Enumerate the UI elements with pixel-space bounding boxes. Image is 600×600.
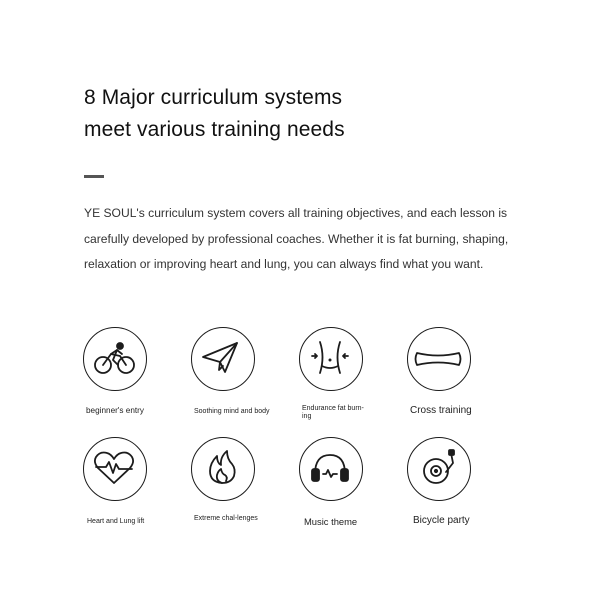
course-extreme-challenges (191, 437, 281, 537)
course-cross-training (407, 327, 497, 427)
headline-line-1: 8 Major curriculum systems (84, 86, 343, 109)
course-label: Bicycle party (413, 515, 470, 526)
course-label: Soothing mind and body (194, 408, 270, 415)
intro-description: YE SOUL's curriculum system covers all training objectives, and each lesson is carefully developed by professional coaches. Whether it is fat burning, shaping, relaxation or improving heart and lung, you can always find what you want. (84, 206, 509, 271)
course-bicycle-party (407, 437, 497, 537)
course-label: Heart and Lung lift (87, 518, 145, 525)
title-divider (84, 175, 104, 178)
flame-icon (191, 437, 255, 501)
headline-line-2: meet various training needs (84, 118, 345, 141)
course-label: Endurance fat burn-ing (302, 405, 364, 420)
paper-plane-icon (191, 327, 255, 391)
course-beginners-entry (83, 327, 173, 427)
record-player-icon (407, 437, 471, 501)
course-music-theme (299, 437, 389, 537)
course-heart-and-lung-lift (83, 437, 173, 537)
course-soothing-mind-and-body (191, 327, 281, 427)
course-label: Extreme chal-lenges (194, 515, 258, 522)
course-endurance-fat-burning (299, 327, 389, 427)
course-label: Music theme (304, 516, 358, 527)
cyclist-icon (83, 327, 147, 391)
course-label: Cross training (410, 405, 472, 416)
cross-pill-icon (407, 327, 471, 391)
headphones-icon (299, 437, 363, 501)
waist-icon (299, 327, 363, 391)
course-label: beginner's entry (86, 406, 145, 415)
heartbeat-icon (83, 437, 147, 501)
